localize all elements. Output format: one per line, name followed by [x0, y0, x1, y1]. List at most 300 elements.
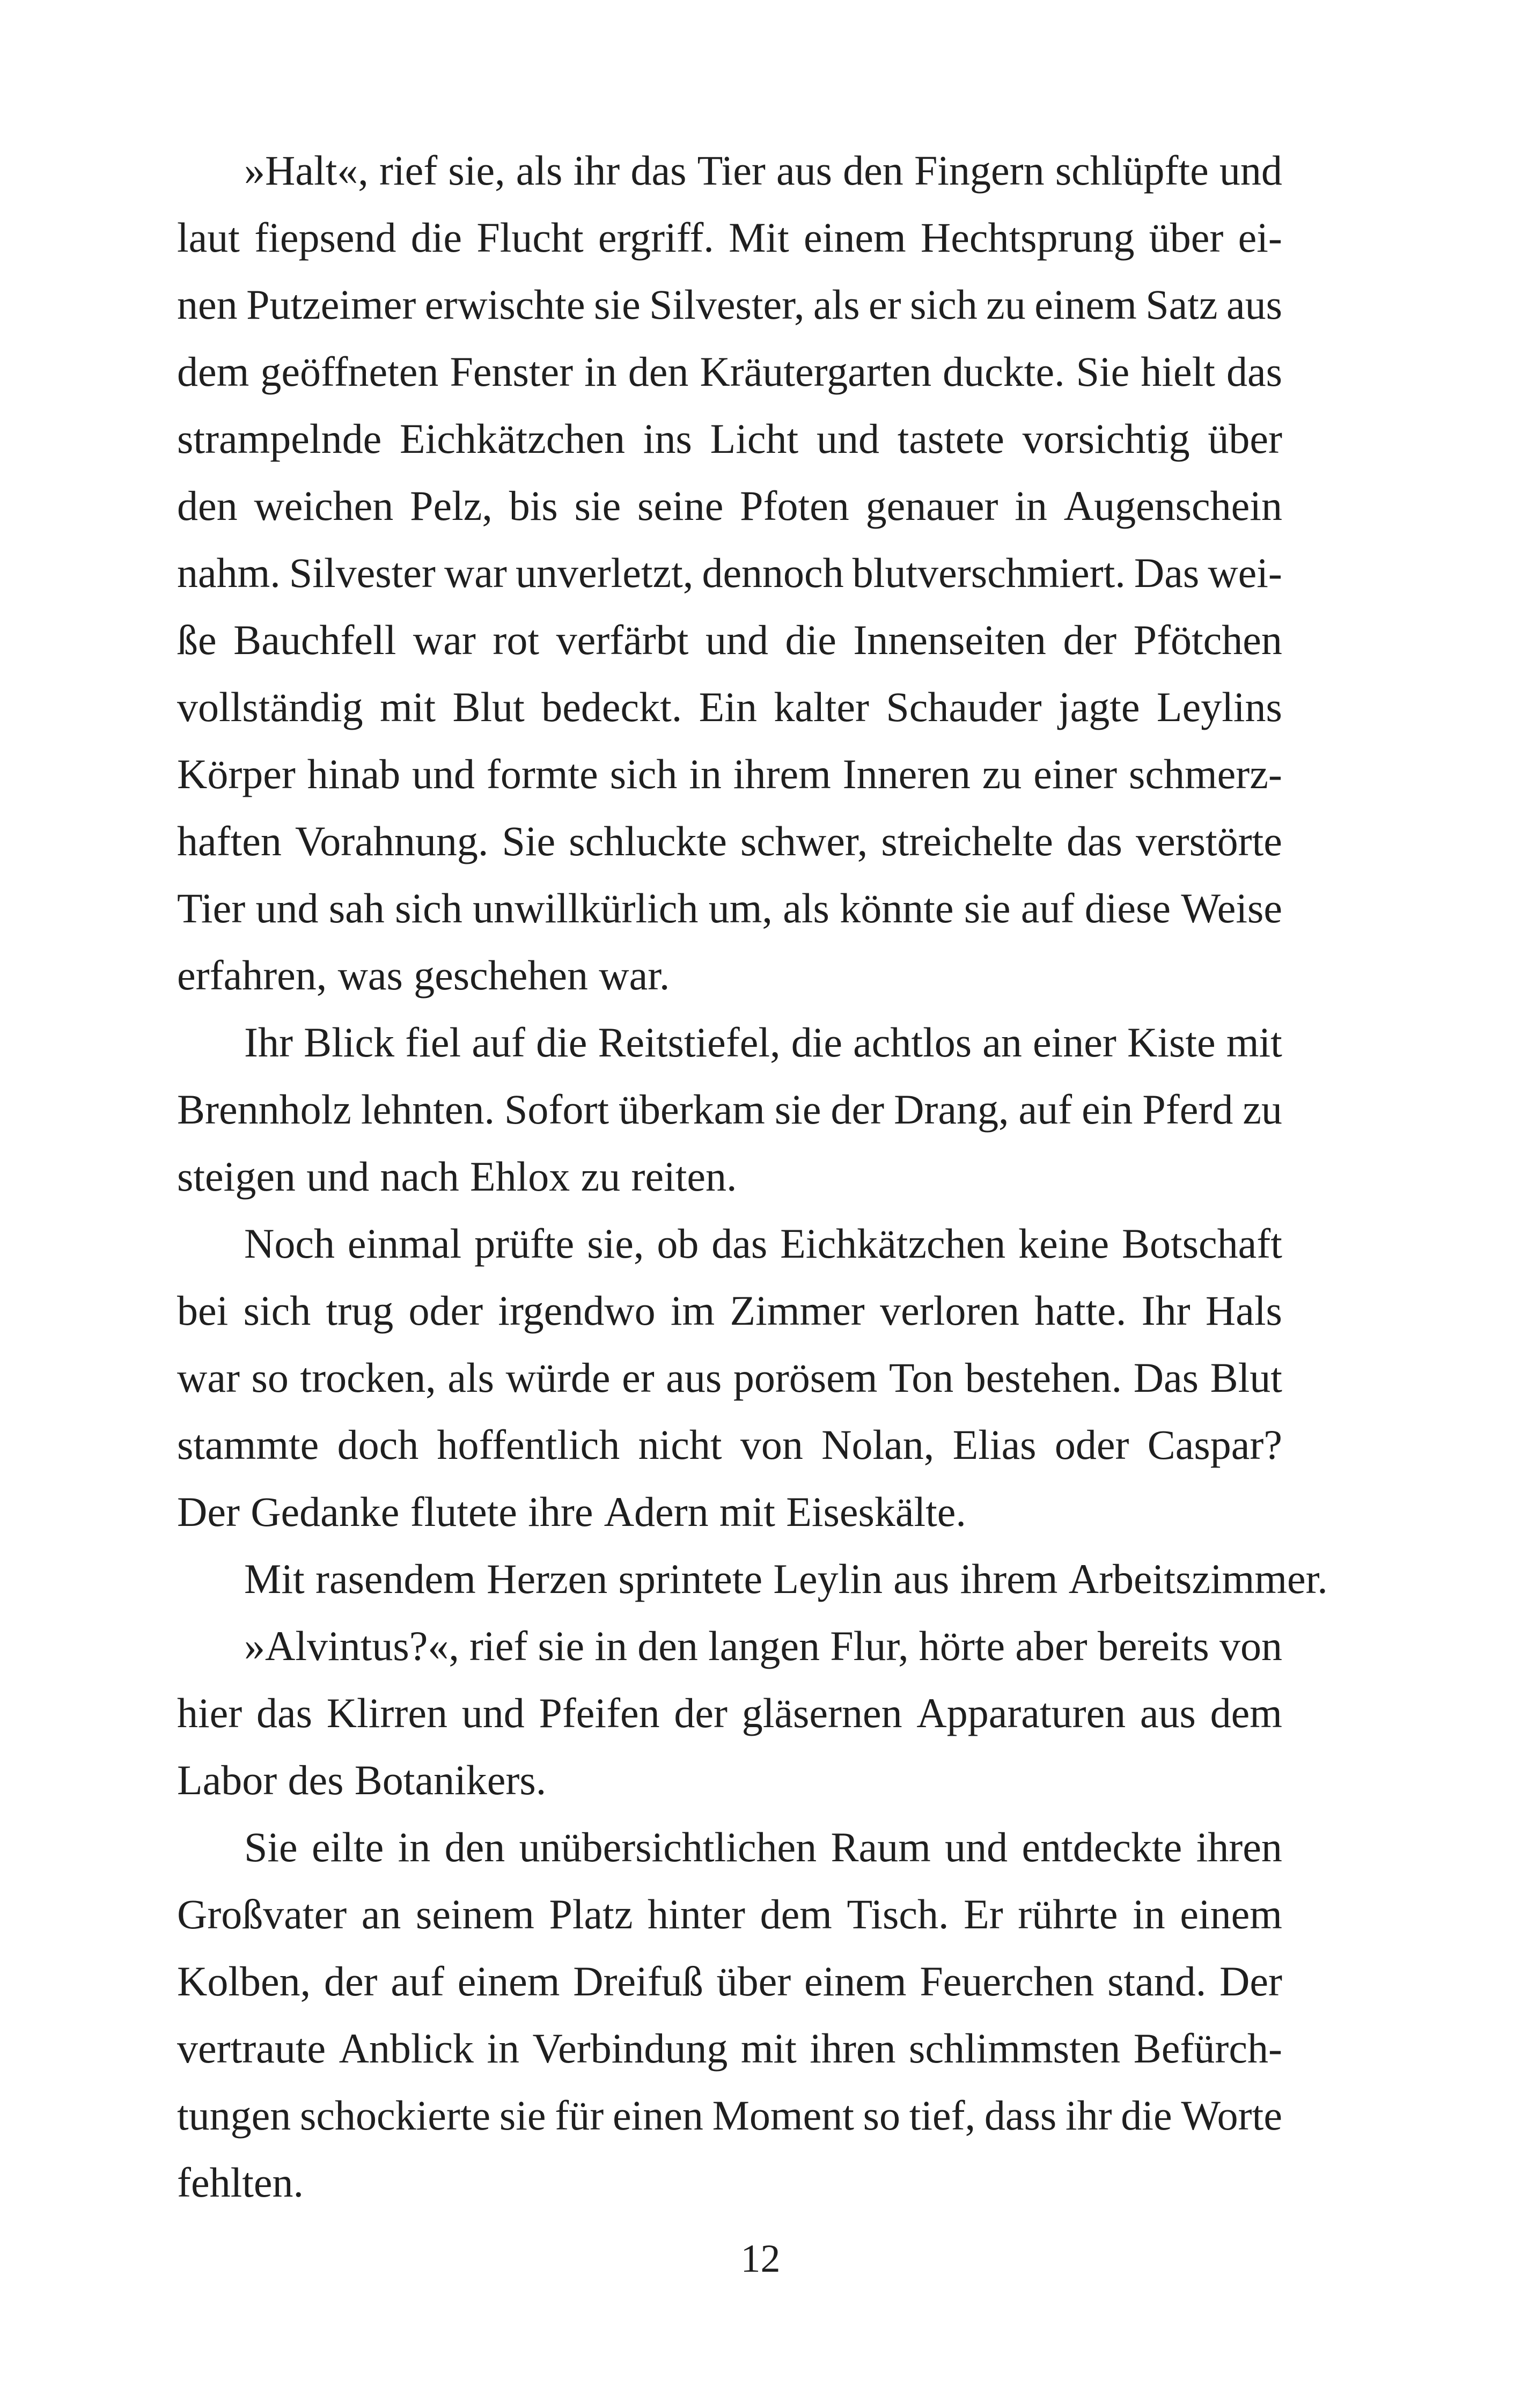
word: ihrem: [960, 1555, 1058, 1602]
word: das: [256, 1690, 312, 1736]
word: den: [637, 1623, 698, 1669]
word: Botanikers.: [354, 1757, 547, 1803]
text-line: [177, 1277, 1282, 1344]
text-line: [177, 1344, 1282, 1411]
word: war.: [599, 952, 670, 999]
word: verfärbt: [556, 616, 689, 663]
word: trug: [326, 1287, 394, 1334]
word: bei: [177, 1287, 229, 1334]
word: Er: [964, 1891, 1003, 1937]
word: das: [630, 147, 687, 194]
word: steigen: [177, 1153, 296, 1200]
word: Kräutergarten: [700, 348, 932, 395]
word: fehlten.: [177, 2159, 304, 2206]
word: in: [1133, 1891, 1165, 1937]
word: der: [831, 1086, 885, 1133]
word: über: [716, 1958, 791, 2005]
word: sie,: [448, 147, 505, 194]
text-line: [177, 2082, 1282, 2149]
text-line: [177, 539, 1282, 606]
word: ihren: [810, 2025, 896, 2072]
word: Blick: [304, 1019, 395, 1066]
word: zu: [982, 751, 1022, 797]
word: Mit: [729, 214, 789, 261]
word: Caspar?: [1147, 1421, 1282, 1468]
word: Pfoten: [740, 482, 849, 529]
word: Vorahnung.: [295, 818, 489, 864]
word: Arbeitszimmer.: [1068, 1555, 1328, 1602]
text-line: [177, 204, 1282, 271]
word: seine: [637, 482, 724, 529]
word: Silvester,: [649, 281, 805, 328]
word: Elias: [952, 1421, 1037, 1468]
word: schluckte: [569, 818, 727, 864]
word: Worte: [1181, 2092, 1282, 2139]
text-line: [177, 472, 1282, 539]
word: Tier: [697, 147, 766, 194]
word: rief: [379, 147, 438, 194]
word: in: [594, 1623, 628, 1669]
word: gläsernen: [741, 1690, 902, 1736]
word: Platz: [549, 1891, 633, 1937]
word: die: [410, 214, 462, 261]
word: kalter: [774, 684, 869, 730]
word: Fingern: [914, 147, 1045, 194]
word: auf: [1018, 1086, 1072, 1133]
word: Licht: [710, 415, 799, 462]
word: unverletzt,: [515, 549, 694, 596]
word: sich: [243, 1287, 311, 1334]
word: war: [177, 1354, 240, 1401]
word: den: [843, 147, 903, 194]
word: und: [255, 885, 319, 931]
word: Flur,: [830, 1623, 909, 1669]
word: in: [584, 348, 617, 395]
word: langen: [708, 1623, 820, 1669]
word: und: [412, 751, 475, 797]
word: Blut: [452, 684, 525, 730]
word: auf: [472, 1019, 525, 1066]
word: einer: [1033, 1019, 1116, 1066]
word: und: [816, 415, 879, 462]
word: streichelte: [881, 818, 1053, 864]
word: Sie: [1076, 348, 1130, 395]
word: die: [536, 1019, 587, 1066]
word: oder: [408, 1287, 483, 1334]
word: über: [1208, 415, 1282, 462]
text-line: [177, 2015, 1282, 2082]
word: als: [813, 281, 860, 328]
text-line: [177, 271, 1282, 338]
word: einem: [457, 1958, 560, 2005]
word: er: [622, 1354, 655, 1401]
word: könnte: [840, 885, 954, 931]
word: sich: [395, 885, 462, 931]
word: zu: [986, 281, 1026, 328]
word: einem: [804, 214, 906, 261]
word: oder: [1054, 1421, 1129, 1468]
word: aus: [666, 1354, 722, 1401]
word: geöffneten: [260, 348, 439, 395]
word: Raum: [831, 1824, 931, 1870]
word: Herzen: [487, 1555, 608, 1602]
word: mit: [1226, 1019, 1282, 1066]
word: Kolben,: [177, 1958, 311, 2005]
word: Ton: [889, 1354, 954, 1401]
word: seinem: [415, 1891, 534, 1937]
word: erwischte: [424, 281, 585, 328]
word: hielt: [1141, 348, 1215, 395]
page-number: 12: [740, 2237, 781, 2281]
word: Fenster: [450, 348, 574, 395]
word: Das: [1133, 1354, 1199, 1401]
word: geschehen: [414, 952, 588, 999]
word: ße: [177, 616, 217, 663]
word: schockierte: [300, 2092, 491, 2139]
word: »Halt«,: [244, 147, 369, 194]
word: Drang,: [894, 1086, 1009, 1133]
word: Dreifuß: [573, 1958, 703, 2005]
word: genauer: [865, 482, 998, 529]
word: als: [516, 147, 563, 194]
word: und: [1219, 147, 1282, 194]
word: irgendwo: [498, 1287, 656, 1334]
word: in: [487, 2025, 519, 2072]
word: unübersichtlichen: [519, 1824, 817, 1870]
word: schlüpfte: [1055, 147, 1209, 194]
word: als: [447, 1354, 495, 1401]
word: er: [869, 281, 901, 328]
word: fiepsend: [254, 214, 396, 261]
word: entdeckte: [1022, 1824, 1182, 1870]
word: schlimmsten: [908, 2025, 1121, 2072]
word: Hechtsprung: [920, 214, 1135, 261]
word: von: [1219, 1623, 1282, 1669]
word: »Alvintus?«,: [244, 1623, 459, 1669]
text-line: [177, 2149, 1282, 2216]
word: Tisch.: [847, 1891, 949, 1937]
word: und: [706, 616, 768, 663]
word: fiel: [405, 1019, 461, 1066]
word: rasendem: [315, 1555, 476, 1602]
word: so: [863, 2092, 900, 2139]
word: aus: [893, 1555, 950, 1602]
word: in: [1015, 482, 1047, 529]
word: unwillkürlich: [473, 885, 699, 931]
word: an: [982, 1019, 1022, 1066]
word: Zimmer: [730, 1287, 865, 1334]
word: tungen: [177, 2092, 291, 2139]
word: Das: [1134, 549, 1200, 596]
word: was: [337, 952, 403, 999]
word: verstörte: [1136, 818, 1282, 864]
word: nahm.: [177, 549, 281, 596]
word: Leylin: [773, 1555, 883, 1602]
word: duckte.: [943, 348, 1065, 395]
word: ob: [657, 1220, 699, 1267]
word: sie,: [587, 1220, 644, 1267]
text-line: [177, 740, 1282, 807]
word: die: [785, 616, 836, 663]
word: aus: [776, 147, 832, 194]
word: Sofort: [504, 1086, 609, 1133]
word: ihren: [1196, 1824, 1282, 1870]
word: war: [444, 549, 507, 596]
word: Eichkätzchen: [780, 1220, 1006, 1267]
word: Blut: [1210, 1354, 1282, 1401]
word: vorsichtig: [1022, 415, 1190, 462]
word: Augenschein: [1063, 482, 1282, 529]
word: ins: [643, 415, 692, 462]
text-line: [177, 1076, 1282, 1143]
word: Pferd: [1142, 1086, 1233, 1133]
word: Anblick: [339, 2025, 474, 2072]
word: der: [324, 1958, 378, 2005]
word: hoffentlich: [437, 1421, 620, 1468]
word: dennoch: [702, 549, 844, 596]
word: Putzeimer: [246, 281, 416, 328]
word: Verbindung: [532, 2025, 728, 2072]
word: sie: [499, 2092, 546, 2139]
text-line: [177, 1612, 1282, 1679]
word: hier: [177, 1690, 243, 1736]
word: diese: [1084, 885, 1171, 931]
word: in: [689, 751, 722, 797]
word: Tier: [177, 885, 246, 931]
word: Adern: [604, 1488, 709, 1535]
word: und: [945, 1824, 1008, 1870]
word: Der: [1219, 1958, 1282, 2005]
word: für: [555, 2092, 604, 2139]
word: der: [1063, 616, 1117, 663]
word: einem: [1034, 281, 1137, 328]
word: Großvater: [177, 1891, 347, 1937]
word: Nolan,: [821, 1421, 935, 1468]
word: im: [670, 1287, 715, 1334]
text-line: [177, 942, 1282, 1009]
word: porösem: [733, 1354, 878, 1401]
word: ihre: [528, 1488, 593, 1535]
text-line: [177, 338, 1282, 405]
word: einen: [612, 2092, 703, 2139]
word: Innenseiten: [853, 616, 1046, 663]
word: zu: [581, 1153, 621, 1200]
word: aber: [1015, 1623, 1088, 1669]
text-line: [177, 1545, 1328, 1612]
word: den: [177, 482, 238, 529]
word: dass: [984, 2092, 1057, 2139]
text-line: [177, 1411, 1282, 1478]
word: vollständig: [177, 684, 363, 730]
word: bereits: [1097, 1623, 1209, 1669]
word: bedeckt.: [541, 684, 682, 730]
word: um,: [708, 885, 773, 931]
word: sprintete: [618, 1555, 763, 1602]
word: ein: [1082, 1086, 1133, 1133]
word: war: [413, 616, 476, 663]
text-line: [177, 1814, 1282, 1881]
word: Der: [177, 1488, 240, 1535]
word: Pelz,: [410, 482, 493, 529]
word: Inneren: [842, 751, 971, 797]
text-line: [177, 1948, 1282, 2015]
word: Feuerchen: [920, 1958, 1094, 2005]
word: der: [674, 1690, 728, 1736]
word: trocken,: [300, 1354, 436, 1401]
word: blutverschmiert.: [852, 549, 1126, 596]
word: Befürch-: [1133, 2025, 1282, 2072]
word: das: [711, 1220, 768, 1267]
word: doch: [337, 1421, 419, 1468]
word: lehnten.: [361, 1086, 495, 1133]
word: hörte: [919, 1623, 1005, 1669]
word: Moment: [712, 2092, 854, 2139]
word: sah: [328, 885, 385, 931]
word: weichen: [254, 482, 394, 529]
word: erfahren,: [177, 952, 327, 999]
word: tief,: [909, 2092, 976, 2139]
word: einem: [1180, 1891, 1282, 1937]
word: achtlos: [853, 1019, 972, 1066]
word: Ihr: [1141, 1287, 1191, 1334]
word: ergriff.: [598, 214, 714, 261]
word: laut: [177, 214, 240, 261]
word: auf: [1020, 885, 1075, 931]
word: auf: [391, 1958, 444, 2005]
word: das: [1226, 348, 1282, 395]
word: schwer,: [740, 818, 868, 864]
text-line: [177, 137, 1282, 204]
word: ei-: [1238, 214, 1282, 261]
word: Silvester: [289, 549, 436, 596]
word: verloren: [880, 1287, 1019, 1334]
word: nicht: [638, 1421, 722, 1468]
word: den: [444, 1824, 505, 1870]
word: wei-: [1208, 549, 1282, 596]
word: Hals: [1205, 1287, 1282, 1334]
word: und: [461, 1690, 525, 1736]
word: den: [628, 348, 689, 395]
word: dem: [177, 348, 249, 395]
word: sich: [910, 281, 978, 328]
word: ihrem: [733, 751, 831, 797]
word: formte: [486, 751, 598, 797]
word: Apparaturen: [916, 1690, 1126, 1736]
word: Brennholz: [177, 1086, 351, 1133]
word: nen: [177, 281, 238, 328]
word: Bauchfell: [233, 616, 396, 663]
word: hatte.: [1034, 1287, 1127, 1334]
word: Sie: [244, 1824, 298, 1870]
word: Weise: [1181, 885, 1282, 931]
text-line: [177, 1478, 1282, 1545]
word: strampelnde: [177, 415, 382, 462]
word: einmal: [347, 1220, 462, 1267]
word: Klirren: [326, 1690, 447, 1736]
word: und: [306, 1153, 370, 1200]
text-line: [177, 673, 1282, 740]
word: nach: [380, 1153, 459, 1200]
word: Ehlox: [469, 1153, 570, 1200]
text-line: [177, 1009, 1282, 1076]
word: prüfte: [474, 1220, 575, 1267]
text-line: [177, 807, 1282, 875]
word: rief: [469, 1623, 528, 1669]
word: tastete: [897, 415, 1004, 462]
word: Flucht: [476, 214, 584, 261]
word: von: [740, 1421, 803, 1468]
word: Leylins: [1156, 684, 1282, 730]
body-text: [177, 137, 1328, 2216]
word: dem: [760, 1891, 832, 1937]
word: dem: [1210, 1690, 1282, 1736]
word: stammte: [177, 1421, 319, 1468]
word: so: [251, 1354, 289, 1401]
word: Mit: [244, 1555, 305, 1602]
word: Pfötchen: [1133, 616, 1282, 663]
word: sie: [574, 482, 621, 529]
word: vertraute: [177, 2025, 326, 2072]
word: keine: [1018, 1220, 1109, 1267]
text-line: [177, 1143, 1282, 1210]
word: Labor: [177, 1757, 277, 1803]
text-line: [177, 1881, 1282, 1948]
word: Sie: [502, 818, 556, 864]
word: das: [1066, 818, 1122, 864]
word: schmerz-: [1129, 751, 1282, 797]
word: sich: [609, 751, 678, 797]
text-line: [177, 1679, 1282, 1746]
word: über: [1149, 214, 1224, 261]
word: einer: [1033, 751, 1118, 797]
word: bis: [509, 482, 558, 529]
word: jagte: [1058, 684, 1140, 730]
word: als: [783, 885, 829, 931]
word: sie: [594, 281, 641, 328]
word: stand.: [1107, 1958, 1207, 2005]
word: Reitstiefel,: [598, 1019, 781, 1066]
word: Botschaft: [1122, 1220, 1282, 1267]
word: Schauder: [886, 684, 1042, 730]
text-line: [177, 405, 1282, 472]
word: einem: [804, 1958, 907, 2005]
word: überkam: [618, 1086, 765, 1133]
word: reiten.: [631, 1153, 737, 1200]
word: hinter: [648, 1891, 745, 1937]
word: sie: [774, 1086, 821, 1133]
word: Ein: [699, 684, 757, 730]
word: mit: [740, 2025, 797, 2072]
word: ihr: [1065, 2092, 1112, 2139]
word: Satz: [1145, 281, 1218, 328]
word: haften: [177, 818, 282, 864]
word: Pfeifen: [539, 1690, 660, 1736]
text-line: [177, 875, 1282, 942]
word: die: [791, 1019, 843, 1066]
word: eilte: [312, 1824, 384, 1870]
word: die: [1121, 2092, 1172, 2139]
word: Kiste: [1127, 1019, 1216, 1066]
word: Gedanke: [251, 1488, 400, 1535]
text-line: [177, 1746, 1282, 1814]
word: aus: [1140, 1690, 1196, 1736]
word: hinab: [307, 751, 401, 797]
word: an: [361, 1891, 401, 1937]
word: würde: [505, 1354, 611, 1401]
text-line: [177, 1210, 1282, 1277]
word: sie: [964, 885, 1011, 931]
word: flutete: [410, 1488, 517, 1535]
